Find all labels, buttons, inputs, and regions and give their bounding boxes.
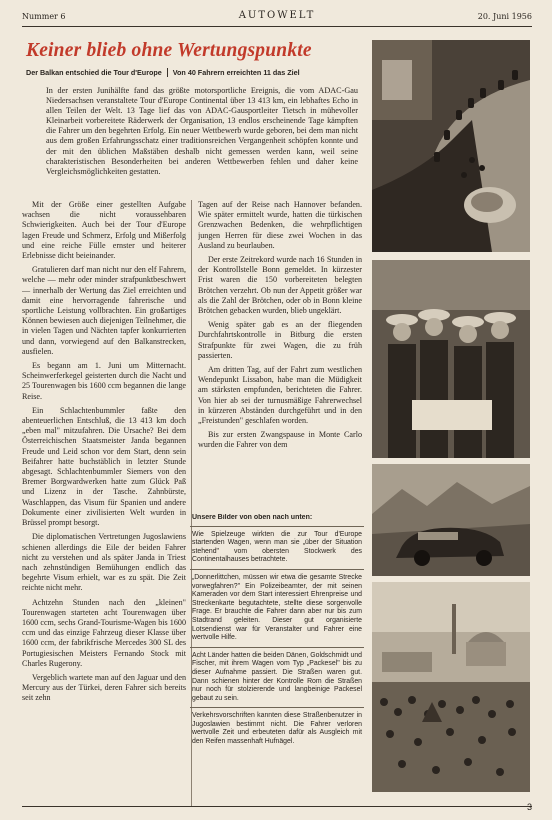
subtitle-left: Der Balkan entschied die Tour d'Europe [26,68,162,77]
paragraph: Es begann am 1. Juni um Mitternacht. Scheinwerferkegel geisterten durch die Nacht und 25 Tourenwagen bis 1600 ccm begannen die lange Reise. [22,361,186,401]
paragraph: Gratulieren darf man nicht nur den elf Fahrern, welche — mehr oder minder strafpunktbeschwert — innerhalb der Wertung das Ziel erreichten und damit eine hervorragende fahrerische und sportliche Leistung vollbrachten. Ein großartiges Können bewiesen auch diejenigen Teilnehmer, die in vielen Tagen und Nächten tapfer konkurrierten und dann, vorwiegend auf den Balkanstrecken, ausfielen. [22,265,186,356]
article-subtitle [26,68,362,77]
paragraph: Der erste Zeitrekord wurde nach 16 Stunden in der Kontrollstelle Bonn gemeldet. In kürzester Frist waren die 150 vorbereiteten belegten Brötchen verzehrt. Ob nun der Appetit größer war als die Zahl der Brötchen, oder ob in Bonn kleine Brötchen gebacken wurden, blieb ungeklärt. [198,255,362,316]
lead-paragraph: In der ersten Junihälfte fand das größte motorsportliche Ereignis, die vom ADAC-Gau Niedersachsen veranstaltete Tour d'Europe Continental über 13 413 km, ein lebhaftes Echo in allen Teilen der Welt. 13 Tage lief das von ADAC-Gausportleiter Tietsch in mühevoller Kleinarbeit vorbereitete Räderwerk der Organisation, 13 endlos erscheinende Tage kämpften die Fahrer um den begehrten Erfolg. Ein neuer Wettbewerb wurde geboren, bei dem man nicht aus dem großen Erfahrungsschatz einer traditionsreichen Vergangenheit schöpfen konnte und der mit den üblichen Maßstäben deshalb nicht gemessen werden kann, weil seine charakteristischen Besonderheiten bei anderen Wettbewerben fehlen und daher keine Vergleichsmöglichkeiten gestatten. [46,86,358,176]
paragraph: Am dritten Tag, auf der Fahrt zum westlichen Wendepunkt Lissabon, habe man die Müdigkeit am stärksten empfunden, berichteten die Fahrer. Von hier ab sei der turnusmäßige Fahrerwechsel in kürzeren Abständen durchgeführt und in den „Freistunden" geschlafen worden. [198,365,362,426]
caption-2: „Donnerlittchen, müssen wir etwa die gesamte Strecke vorwegfahren?" Ein Polizeibeamter, der mit seinen Kameraden vor dem Start interessiert Ehrenpreise und Streckenkarte begutachtete, stellte diese sorgenvolle Frage. Er brauchte die Fahrer dann aber nur bis zum Stadtrand geleiten. Dieser gut organisierte Lotsendienst war für Veranstalter und Fahrer eine wertvolle Hilfe. [190,569,364,647]
header-rule [22,26,532,27]
paragraph: Vergeblich wartete man auf den Jaguar und den Mercury aus der Türkei, deren Fahrer sich bereits seit zehn [22,672,186,703]
magazine-title: AUTOWELT [238,10,316,21]
photo-captions [190,514,364,790]
paragraph: Wenig später gab es an der fliegenden Durchfahrtskontrolle in Bitburg die ersten Strafpunkte für zwei Wagen, die zu früh passierten. [198,320,362,360]
paragraph: Die diplomatischen Vertretungen Jugoslawiens schienen allerdings die Eile der beiden Fahrer nicht zu verstehen und als später Janda in Triest nach zehnstündigen Bemühungen endlich das begehrte Visum erhielt, war es zu spät. Die Zeit reichte nicht mehr. [22,532,186,593]
page-number: 3 [526,802,532,812]
caption-4: Verkehrsvorschriften kannten diese Straßenbenutzer in Jugoslawien bestimmt nicht. Die Fahrer verloren wertvolle Zeit und erbeuteten dafür als Ausgleich mit den Reifen massenhaft Hufnägel. [190,707,364,750]
text-column-2 [198,200,362,510]
photo-town-crowd [372,582,530,792]
captions-heading: Unsere Bilder von oben nach unten: [192,514,313,521]
issue-number: Nummer 6 [22,12,66,21]
paragraph: Tagen auf der Reise nach Hannover befanden. Wie später ermittelt wurde, hatten die türkischen Grenzwachen Bedenken, die wehrpflichtigen jungen Herren für diese zwei Wochen in das Ausland zu beurlauben. [198,200,362,250]
subtitle-divider [167,68,168,77]
paragraph: Ein Schlachtenbummler faßte den abenteuerlichen Entschluß, die 13 413 km doch „eben mal" mitzufahren. Die Ursache? Bei dem Österreichischen Staatsmeister Janda begannen Freude und Leid schon vor dem Start, denn sein Beifahrer hatte buchstäblich in letzter Stunde abgesagt. Schlachtenbummler Siemers von den Bremer Borgwardwerken hatte zum Glück Paß und Lizenz in der Tasche. Zahnbürste, Waschlappen, das Visum für Spanien und andere Dokumente einer zivilisierten Welt wurden in Brüssel prompt besorgt. [22,405,186,528]
article-lead [46,86,358,181]
subtitle-right: Von 40 Fahrern erreichten 11 das Ziel [172,68,300,77]
article-headline: Keiner blieb ohne Wertungspunkte [26,40,312,61]
footer-rule [22,806,532,807]
photo-start-aerial [372,40,530,252]
issue-date: 20. Juni 1956 [477,12,532,21]
caption-3: Acht Länder hatten die beiden Dänen, Goldschmidt und Fischer, mit ihrem Wagen vom Typ „Packesel" bis zu dieser Aufnahme passiert. Die Straßen waren gut. Dann schienen hinter der Kontrolle Rom die Straßen nur noch für stolzierende und langbeinige Packesel gebaut zu sein. [190,647,364,708]
caption-1: Wie Spielzeuge wirkten die zur Tour d'Europe startenden Wagen, wenn man sie „über der Situation stehend" vom obersten Stockwerk des Continentalhauses betrachtete. [190,526,364,569]
photo-car-landscape [372,464,530,576]
page-header [22,10,532,24]
paragraph: Bis zur ersten Zwangspause in Monte Carlo wurden die Fahrer von dem [198,430,362,450]
photo-police-officers [372,260,530,458]
paragraph: Achtzehn Stunden nach den „kleinen" Tourenwagen starteten acht Tourenwagen über 1600 ccm, sechs Grand-Tourisme-Wagen bis 1600 ccm und das einzige Fahrzeug dieser Klasse über 1600 ccm, der fabrikfrische Mercedes 300 SL des Portugiesischen Meisters Fernando Stock mit Charles Rugerony. [22,597,186,668]
text-column-1 [22,200,186,812]
paragraph: Mit der Größe einer gestellten Aufgabe wachsen die nicht voraussehbaren Schwierigkeiten. Auch bei der Tour d'Europe lagen Freude und Schmerz, Erfolg und Mißerfolg und eine reiche Fülle ernster und heiterer Erlebnisse dicht beieinander. [22,200,186,261]
